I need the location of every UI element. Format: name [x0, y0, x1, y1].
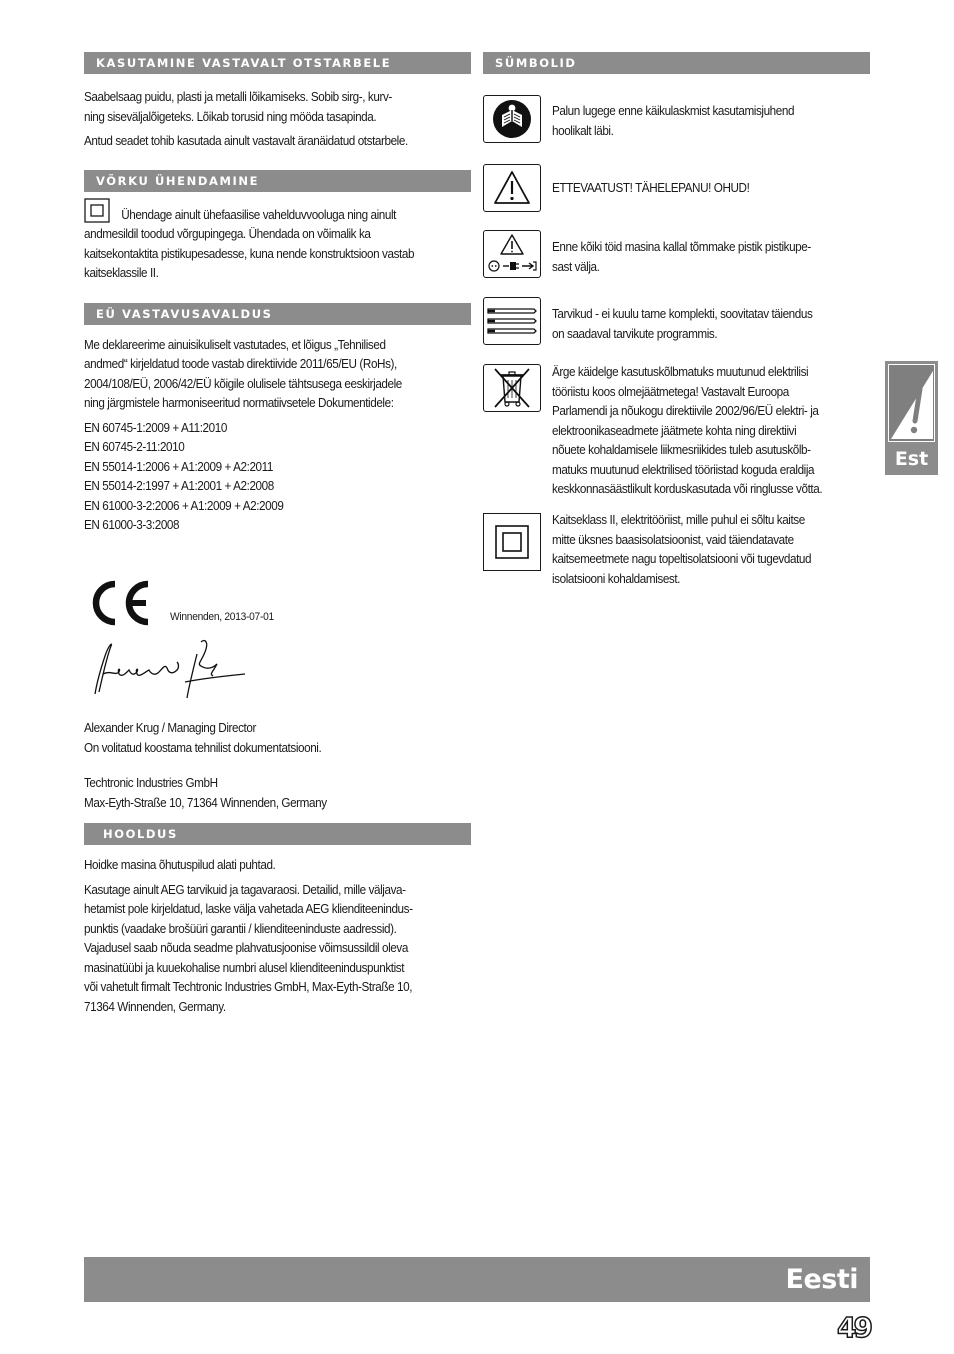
- standard-item: EN 61000-3-3:2008: [84, 518, 180, 532]
- read-manual-icon: [483, 95, 541, 143]
- usage-text: Saabelsaag puidu, plasti ja metalli lõikamiseks. Sobib sirg-, kurv- ning siseväljalõigeteks. Lõikab torusid ning mööda tasapinda. Antud seadet tohib kasutada ainult vastavalt äranäidatud otstarbele.: [84, 90, 408, 148]
- standard-item: EN 60745-2-11:2010: [84, 440, 185, 454]
- accessories-icon: [483, 297, 541, 345]
- section-heading-symbols: SÜMBOLID: [483, 52, 870, 74]
- side-warning-icon: [889, 365, 934, 441]
- right-column: SÜMBOLID Palun lugege enne käikulaskmist kasutamisjuhend hoolikalt läbi. ETTEVAATUST! TÄHELEPANU! OHUD! Enne kõiki töid masina kallal tõmmake pistik pistikupe- sast välja. Tarvikud - ei kuulu tarne komplekti, soovitatav täiendus on saadaval tarvikute programmis. Ärge käidelge kasutuskõlbmatuks muutunud elektrilisi tööriistu koos olmejäätmetega! Vastavalt Euroopa Parlamendi ja nõukogu direktiivile 2002/96/EÜ elektri- ja elektroonikaseadmete jäätmete kohta ning direktiivi nõuete kohaldamisele liikmesriikides tuleb asutuskõlb- matuks muutunud elektrilised tööriistad koguda eraldija keskkonnasäästlikult korduskasutada või ringlusse võtta. Kaitseklass II, elektritööriist, mille puhul ei sõltu kaitse mitte üksnes baasisolatsioonist, vaid täiendatavate kaitsemeetmete nagu topeltisolatsiooni või tugevdatud isolatsiooni kohaldamisest.: [483, 52, 870, 612]
- side-warning-box: [888, 364, 935, 442]
- signature-image: [89, 634, 249, 704]
- weee-bin-icon: [483, 364, 541, 412]
- section-heading-usage: KASUTAMINE VASTAVALT OTSTARBELE: [84, 52, 471, 74]
- page-number: 49: [837, 1311, 870, 1344]
- mains-text: Ühendage ainult ühefaasilise vahelduvvooluga ning ainult andmesildil toodud võrgupingega. Ühendada on võimalik ka kaitsekontaktita pistikupesadesse, kuna nende konstruktsioon vastab kaitseklassile II.: [84, 207, 415, 280]
- unplug-icon: [483, 230, 541, 278]
- footer-language-bar: Eesti: [84, 1257, 870, 1302]
- standard-item: EN 60745-1:2009 + A11:2010: [84, 420, 227, 435]
- conformity-text: Me deklareerime ainuisikuliselt vastutades, et lõigus „Tehnilised andmed“ kirjeldatud toode vastab direktiivide 2011/65/EU (RoHs), 2004/108/EÜ, 2006/42/EÜ kõigile olulisele tähtsusega eeskirjadele ning järgmistele harmoniseeritud normatiivsetele Dokumentidele: EN 60745-1:2009 + A11:2010 EN 60745-2-11:2010 EN 55014-1:2006 + A1:2009 + A2:2011 EN 55014-2:1997 + A1:2001 + A2:2008 EN 61000-3-2:2006 + A1:2009 + A2:2009 EN 61000-3-3:2008: [84, 336, 465, 536]
- declaration-date: Winnenden, 2013-07-01: [170, 611, 274, 623]
- maintenance-text: Hoidke masina õhutuspilud alati puhtad. Kasutage ainult AEG tarvikuid ja tagavaraosi. Detailid, mille väljava- hetamist pole kirjeldatud, laske välja vahetada AEG klienditeenindus- punktis (vaadake brošüüri garantii / klienditeeninduste aadressid). Vajadusel saab nõuda seadme plahvatusjoonise võimsussildil oleva masinatüübi ja kuuekohalise numbri alusel klienditeeninduspunktist või vahetult firmalt Techtronic Industries GmbH, Max-Eyth-Straße 10, 71364 Winnenden, Germany.: [84, 858, 413, 1014]
- standard-item: EN 55014-1:2006 + A1:2009 + A2:2011: [84, 459, 273, 474]
- section-heading-mains: VÕRKU ÜHENDAMINE: [84, 170, 471, 192]
- side-tab-label: Est: [894, 448, 929, 470]
- standard-item: EN 55014-2:1997 + A1:2001 + A2:2008: [84, 479, 274, 493]
- language-side-tab: [885, 361, 938, 475]
- ce-mark-icon: [88, 580, 152, 626]
- standard-item: EN 61000-3-2:2006 + A1:2009 + A2:2009: [84, 498, 284, 513]
- section-heading-maintenance: HOOLDUS: [84, 823, 471, 845]
- signatory-block: Alexander Krug / Managing Director On volitatud koostama tehnilist dokumentatsiooni. Techtronic Industries GmbH Max-Eyth-Straße 10, 71364 Winnenden, Germany: [84, 721, 327, 810]
- class-ii-icon: [483, 513, 541, 571]
- left-column: [84, 52, 471, 1032]
- warning-icon: [483, 164, 541, 212]
- section-heading-conformity: EÜ VASTAVUSAVALDUS: [84, 303, 471, 325]
